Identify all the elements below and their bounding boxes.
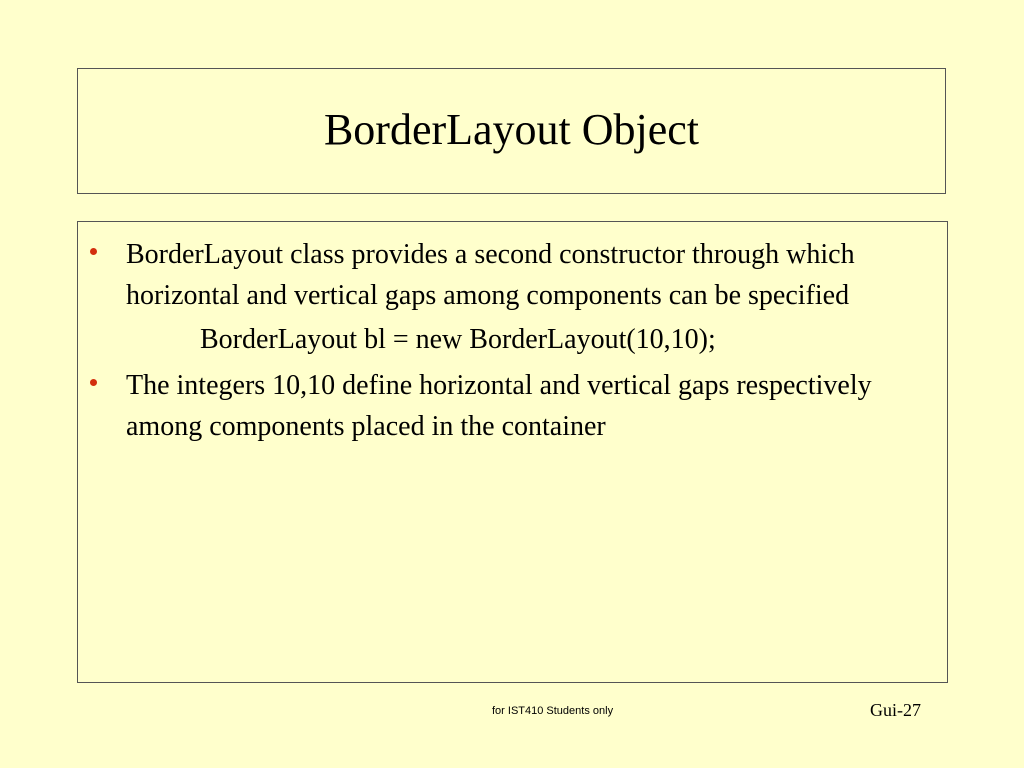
bullet-item-2 xyxy=(78,365,947,447)
content-box xyxy=(77,221,948,683)
code-example: BorderLayout bl = new BorderLayout(10,10); xyxy=(200,324,716,355)
page-number: Gui-27 xyxy=(870,700,921,720)
bullet-text-1: BorderLayout class provides a second constructor through which horizontal and vertical gaps among components can be specified xyxy=(126,239,855,311)
bullet-text-2: The integers 10,10 define horizontal and vertical gaps respectively among components placed in the container xyxy=(126,370,872,442)
bullet-dot-icon xyxy=(90,248,97,255)
bullet-item-1 xyxy=(78,234,947,316)
title-box xyxy=(77,68,946,194)
slide-title: BorderLayout Object xyxy=(323,105,700,154)
footer-note: for IST410 Students only xyxy=(492,705,614,717)
bullet-dot-icon xyxy=(90,379,97,386)
